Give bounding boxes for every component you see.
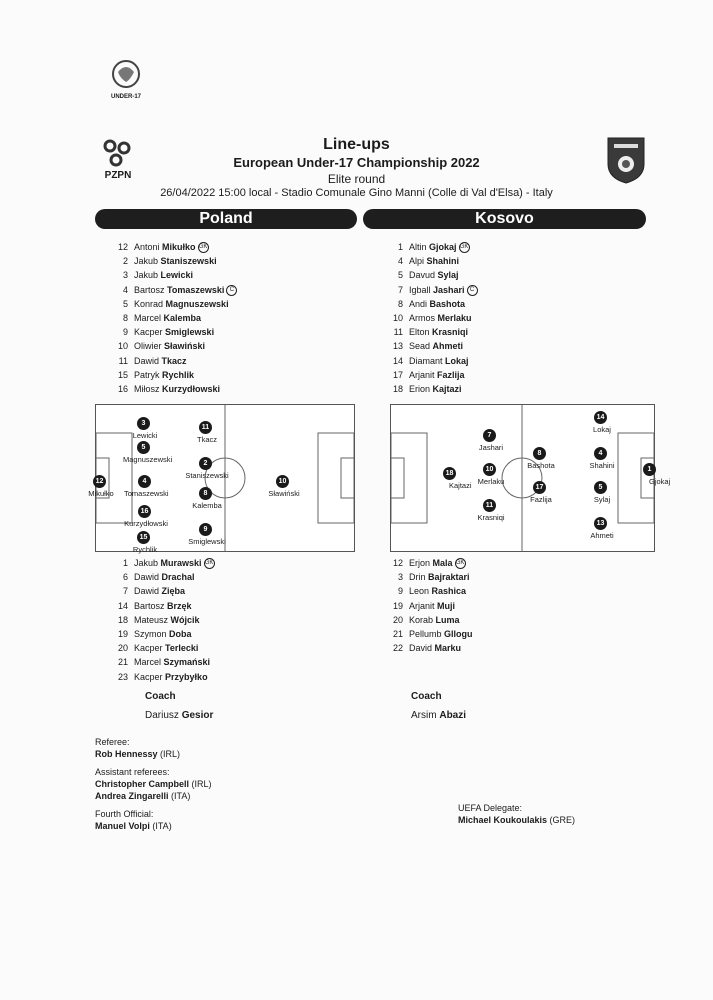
pitch-player-label: Shahini xyxy=(589,461,615,470)
player-last-name: Mala xyxy=(432,558,453,568)
player-name xyxy=(409,311,472,325)
player-number: 1 xyxy=(397,242,403,252)
player-number: 20 xyxy=(117,643,128,654)
home-sub-row xyxy=(100,613,330,627)
player-first-name: Davud xyxy=(409,270,436,281)
pitch-player-label: Jashari xyxy=(478,443,504,452)
referee-row xyxy=(95,748,395,760)
delegate-label: UEFA Delegate: xyxy=(458,803,523,813)
player-name xyxy=(134,311,201,325)
pitch-player-marker: 4 xyxy=(594,447,607,460)
player-first-name: Kacper xyxy=(134,671,163,682)
competition-name: European Under-17 Championship 2022 xyxy=(233,155,480,170)
pitch-player-label: Sławiński xyxy=(268,489,300,498)
player-last-name: Sławiński xyxy=(164,341,206,352)
assistant2-name: Andrea Zingarelli xyxy=(95,791,169,801)
player-number: 12 xyxy=(117,242,128,252)
player-first-name: Marcel xyxy=(134,657,162,668)
fourth-row xyxy=(95,820,395,832)
pitch-player-label: Lewicki xyxy=(132,431,158,440)
player-first-name: Igball xyxy=(409,284,431,295)
pitch-player-marker: 3 xyxy=(137,417,150,430)
player-last-name: Gjokaj xyxy=(429,242,457,252)
home-sub-row xyxy=(100,670,330,684)
player-last-name: Mikułko xyxy=(162,242,196,252)
player-last-name: Rychlik xyxy=(162,369,195,380)
player-last-name: Murawski xyxy=(160,558,202,568)
pzpn-text: PZPN xyxy=(104,170,132,181)
home-sub-row xyxy=(100,570,330,584)
player-last-name: Zięba xyxy=(161,586,186,597)
pitch-player-marker: 13 xyxy=(594,517,607,530)
pitch-player-marker: 11 xyxy=(199,421,212,434)
away-starters-list xyxy=(375,240,605,396)
pitch-player-marker: 9 xyxy=(199,523,212,536)
away-starter-row xyxy=(375,382,605,396)
home-starters-list xyxy=(100,240,330,396)
pitch-player-label: Sylaj xyxy=(593,495,611,504)
player-first-name: David xyxy=(409,643,433,654)
player-first-name: Erion xyxy=(409,383,431,394)
player-first-name: Elton xyxy=(409,327,430,338)
player-number: 20 xyxy=(392,614,403,625)
player-last-name: Luma xyxy=(435,614,460,625)
player-last-name: Magnuszewski xyxy=(165,298,229,309)
player-first-name: Diamant xyxy=(409,355,443,366)
player-first-name: Dawid xyxy=(134,355,160,366)
player-first-name: Erjon xyxy=(409,558,431,568)
player-first-name: Altin xyxy=(409,242,427,252)
pitch-player-marker: 10 xyxy=(276,475,289,488)
player-first-name: Korab xyxy=(409,614,434,625)
referee-country: (IRL) xyxy=(160,749,181,759)
player-name xyxy=(409,297,465,311)
player-first-name: Alpi xyxy=(409,256,425,267)
player-name xyxy=(409,339,463,353)
pitch-player-marker: 4 xyxy=(138,475,151,488)
player-first-name: Andi xyxy=(409,298,428,309)
player-first-name: Leon xyxy=(409,586,430,597)
player-last-name: Tomaszewski xyxy=(167,284,225,295)
away-sub-row xyxy=(375,556,605,570)
player-number: 12 xyxy=(392,558,403,568)
player-number: 5 xyxy=(122,298,128,309)
player-last-name: Bashota xyxy=(429,298,466,309)
player-last-name: Lokaj xyxy=(445,355,469,366)
pitch-player-label: Ahmeti xyxy=(590,531,614,540)
home-sub-row xyxy=(100,641,330,655)
player-name xyxy=(409,254,459,268)
assistant-label: Assistant referees: xyxy=(95,767,170,777)
away-sub-row xyxy=(375,641,605,655)
player-first-name: Marcel xyxy=(134,312,162,323)
delegate-row xyxy=(458,814,698,826)
player-number: 3 xyxy=(122,270,128,281)
away-sub-row xyxy=(375,627,605,641)
player-first-name: Drin xyxy=(409,572,426,583)
officials-block xyxy=(95,736,395,832)
player-last-name: Wójcik xyxy=(170,614,200,625)
home-sub-row xyxy=(100,556,330,570)
player-last-name: Fazlija xyxy=(437,369,465,380)
player-name xyxy=(409,641,461,655)
player-last-name: Krasniqi xyxy=(432,327,469,338)
home-formation-pitch xyxy=(88,404,355,554)
player-name xyxy=(409,584,466,598)
away-coach-first: Arsim xyxy=(411,710,437,721)
away-starter-row xyxy=(375,325,605,339)
referee-name: Rob Hennessy xyxy=(95,749,158,759)
player-first-name: Jakub xyxy=(134,558,159,568)
player-last-name: Smiglewski xyxy=(165,327,215,338)
player-number: 15 xyxy=(117,369,128,380)
player-name xyxy=(409,268,459,282)
player-name xyxy=(134,627,192,641)
pitch-player-marker: 16 xyxy=(138,505,151,518)
player-last-name: Kalemba xyxy=(163,312,202,323)
player-first-name: Dawid xyxy=(134,572,160,583)
player-number: 11 xyxy=(393,327,403,338)
player-first-name: Mateusz xyxy=(134,614,169,625)
player-first-name: Kacper xyxy=(134,327,163,338)
goalkeeper-badge: GK xyxy=(455,558,466,569)
player-name xyxy=(134,641,198,655)
away-formation-pitch xyxy=(390,404,671,552)
away-coach-last: Abazi xyxy=(439,710,467,721)
player-first-name: Patryk xyxy=(134,369,160,380)
player-number: 22 xyxy=(392,643,403,654)
pitch-player-label: Staniszewski xyxy=(185,471,229,480)
player-number: 14 xyxy=(117,600,128,611)
player-last-name: Ahmeti xyxy=(432,341,464,352)
goalkeeper-badge: GK xyxy=(198,242,209,253)
player-name xyxy=(134,339,205,353)
player-last-name: Doba xyxy=(169,628,192,639)
pitch-player-label: Bashota xyxy=(527,461,555,470)
player-name xyxy=(409,368,465,382)
player-last-name: Gllogu xyxy=(444,628,473,639)
player-first-name: Szymon xyxy=(134,628,167,639)
player-number: 21 xyxy=(117,657,128,668)
player-last-name: Sylaj xyxy=(437,270,459,281)
player-last-name: Drachal xyxy=(161,572,195,583)
pitch-player-marker: 12 xyxy=(93,475,106,488)
player-name xyxy=(134,382,220,396)
player-number: 21 xyxy=(392,628,403,639)
player-first-name: Bartosz xyxy=(134,284,165,295)
pitch-player-marker: 17 xyxy=(533,481,546,494)
player-name xyxy=(134,584,185,598)
player-name xyxy=(409,627,473,641)
player-last-name: Kajtazi xyxy=(432,383,462,394)
player-last-name: Terlecki xyxy=(165,643,199,654)
player-first-name: Dawid xyxy=(134,586,160,597)
player-last-name: Lewicki xyxy=(160,270,194,281)
player-number: 17 xyxy=(392,369,403,380)
delegate-name: Michael Koukoulakis xyxy=(458,815,548,825)
home-coach-label: Coach xyxy=(145,691,176,702)
player-first-name: Antoni xyxy=(134,242,160,252)
player-name xyxy=(134,368,194,382)
player-first-name: Konrad xyxy=(134,298,164,309)
player-first-name: Jakub xyxy=(134,270,159,281)
home-starter-row xyxy=(100,325,330,339)
home-starter-row xyxy=(100,240,330,254)
pitch-player-label: Krasniqi xyxy=(477,513,505,522)
player-number: 3 xyxy=(397,572,403,583)
pitch-player-label: Kurzydłowski xyxy=(124,519,168,528)
player-number: 7 xyxy=(122,586,128,597)
page-title: Line-ups xyxy=(323,136,390,153)
home-starter-row xyxy=(100,382,330,396)
player-name xyxy=(134,240,209,254)
pitch-player-label: Magnuszewski xyxy=(123,455,173,464)
player-first-name: Jakub xyxy=(134,256,159,267)
player-number: 13 xyxy=(392,341,403,352)
away-sub-row xyxy=(375,613,605,627)
player-name xyxy=(409,599,455,613)
away-coach-name xyxy=(411,710,466,721)
home-coach-first: Dariusz xyxy=(145,710,179,721)
player-name xyxy=(134,297,229,311)
pitch-player-marker: 10 xyxy=(483,463,496,476)
fourth-label: Fourth Official: xyxy=(95,809,154,819)
pitch-player-marker: 18 xyxy=(443,467,456,480)
home-starter-row xyxy=(100,283,330,297)
player-name xyxy=(134,325,214,339)
pitch-player-marker: 15 xyxy=(137,531,150,544)
away-starter-row xyxy=(375,297,605,311)
pitch-player-marker: 1 xyxy=(643,463,656,476)
away-coach-label: Coach xyxy=(411,691,442,702)
delegate-country: (GRE) xyxy=(549,815,576,825)
player-number: 19 xyxy=(392,600,403,611)
pitch-player-label: Gjokaj xyxy=(649,477,671,486)
away-starter-row xyxy=(375,368,605,382)
player-last-name: Rashica xyxy=(431,586,467,597)
player-name xyxy=(134,570,195,584)
fourth-country: (ITA) xyxy=(152,821,172,831)
home-starter-row xyxy=(100,354,330,368)
assistant2-country: (ITA) xyxy=(171,791,191,801)
player-name xyxy=(409,556,466,570)
home-sub-row xyxy=(100,627,330,641)
player-last-name: Kurzydłowski xyxy=(162,383,221,394)
away-starter-row xyxy=(375,339,605,353)
pitch-player-label: Tomaszewski xyxy=(124,489,169,498)
player-last-name: Bajraktari xyxy=(428,572,470,583)
player-name xyxy=(409,283,478,297)
player-name xyxy=(409,240,470,254)
pitch-player-label: Merlaku xyxy=(477,477,505,486)
player-number: 14 xyxy=(392,355,403,366)
pitch-player-marker: 7 xyxy=(483,429,496,442)
delegate-block xyxy=(458,802,698,826)
pitch-player-label: Mikułko xyxy=(88,489,114,498)
uefa-u17-logo xyxy=(104,56,148,112)
pitch-player-marker: 2 xyxy=(199,457,212,470)
pitch-player-marker: 8 xyxy=(533,447,546,460)
player-number: 6 xyxy=(122,572,128,583)
player-name xyxy=(134,254,217,268)
pitch-player-marker: 8 xyxy=(199,487,212,500)
pitch-player-label: Smiglewski xyxy=(188,537,226,546)
player-last-name: Muji xyxy=(437,600,456,611)
player-last-name: Przybyłko xyxy=(165,671,208,682)
away-starter-row xyxy=(375,268,605,282)
home-starter-row xyxy=(100,339,330,353)
away-sub-row xyxy=(375,584,605,598)
player-name xyxy=(409,382,462,396)
player-last-name: Marku xyxy=(434,643,462,654)
away-team-bar: Kosovo xyxy=(363,209,646,229)
home-starter-row xyxy=(100,368,330,382)
player-first-name: Kacper xyxy=(134,643,163,654)
player-first-name: Oliwier xyxy=(134,341,162,352)
player-name xyxy=(134,556,215,570)
pitch-player-label: Fazlija xyxy=(530,495,552,504)
player-first-name: Sead xyxy=(409,341,431,352)
pitch-player-marker: 5 xyxy=(137,441,150,454)
pitch-player-marker: 11 xyxy=(483,499,496,512)
pitch-player-label: Kalemba xyxy=(192,501,222,510)
home-coach-name xyxy=(145,710,213,721)
away-sub-row xyxy=(375,570,605,584)
player-last-name: Tkacz xyxy=(161,355,187,366)
home-team-bar: Poland xyxy=(95,209,357,229)
player-last-name: Brzęk xyxy=(167,600,192,611)
home-sub-row xyxy=(100,655,330,669)
away-starter-row xyxy=(375,254,605,268)
away-starter-row xyxy=(375,283,605,297)
pitch-player-label: Tkacz xyxy=(196,435,217,444)
home-starter-row xyxy=(100,268,330,282)
pitch-player-label: Kajtazi xyxy=(449,481,472,490)
away-sub-row xyxy=(375,599,605,613)
player-number: 10 xyxy=(117,341,128,352)
home-starter-row xyxy=(100,311,330,325)
player-number: 2 xyxy=(122,256,128,267)
player-first-name: Miłosz xyxy=(134,383,160,394)
home-starter-row xyxy=(100,254,330,268)
player-number: 4 xyxy=(397,256,403,267)
player-last-name: Jashari xyxy=(433,284,465,295)
player-name xyxy=(134,670,208,684)
away-starter-row xyxy=(375,311,605,325)
away-starter-row xyxy=(375,240,605,254)
player-name xyxy=(409,354,469,368)
player-name xyxy=(134,599,192,613)
player-last-name: Szymański xyxy=(163,657,211,668)
player-name xyxy=(134,283,237,297)
player-number: 8 xyxy=(122,312,128,323)
player-number: 10 xyxy=(392,312,403,323)
logo-text: UNDER-17 xyxy=(110,94,141,100)
fourth-name: Manuel Volpi xyxy=(95,821,150,831)
assistant1-name: Christopher Campbell xyxy=(95,779,190,789)
player-number: 11 xyxy=(118,355,128,366)
player-number: 16 xyxy=(117,383,128,394)
player-first-name: Bartosz xyxy=(134,600,165,611)
player-last-name: Staniszewski xyxy=(160,256,217,267)
player-first-name: Armos xyxy=(409,312,436,323)
round-name: Elite round xyxy=(327,172,386,186)
player-number: 18 xyxy=(117,614,128,625)
pitch-player-marker: 14 xyxy=(594,411,607,424)
player-number: 8 xyxy=(397,298,403,309)
player-first-name: Pellumb xyxy=(409,628,442,639)
pitch-player-marker: 5 xyxy=(594,481,607,494)
player-number: 7 xyxy=(397,284,403,295)
player-last-name: Shahini xyxy=(426,256,460,267)
player-number: 23 xyxy=(117,671,128,682)
home-sub-row xyxy=(100,584,330,598)
assistant1-row xyxy=(95,778,395,790)
pitch-player-label: Lokaj xyxy=(593,425,611,434)
player-name xyxy=(134,354,187,368)
goalkeeper-badge: GK xyxy=(459,242,470,253)
captain-badge: C xyxy=(467,285,478,296)
captain-badge: C xyxy=(226,285,237,296)
player-name xyxy=(134,613,200,627)
player-number: 19 xyxy=(117,628,128,639)
player-first-name: Arjanit xyxy=(409,600,435,611)
player-name xyxy=(409,325,468,339)
player-number: 5 xyxy=(397,270,403,281)
player-first-name: Arjanit xyxy=(409,369,435,380)
home-coach-last: Gesior xyxy=(181,710,214,721)
player-number: 9 xyxy=(397,586,403,597)
player-name xyxy=(409,570,470,584)
home-subs-list xyxy=(100,556,330,684)
player-number: 18 xyxy=(392,383,403,394)
assistant1-country: (IRL) xyxy=(191,779,212,789)
away-subs-list xyxy=(375,556,605,655)
away-starter-row xyxy=(375,354,605,368)
player-name xyxy=(409,613,460,627)
pitch-player-label: Rychlik xyxy=(132,545,158,554)
home-starter-row xyxy=(100,297,330,311)
player-name xyxy=(134,268,193,282)
player-name xyxy=(134,655,210,669)
player-last-name: Merlaku xyxy=(437,312,472,323)
referee-label: Referee: xyxy=(95,737,130,747)
player-number: 1 xyxy=(122,558,128,568)
home-sub-row xyxy=(100,599,330,613)
player-number: 9 xyxy=(122,327,128,338)
assistant2-row xyxy=(95,790,395,802)
goalkeeper-badge: GK xyxy=(204,558,215,569)
match-info: 26/04/2022 15:00 local - Stadio Comunale Gino Manni (Colle di Val d'Elsa) - Italy xyxy=(160,187,553,199)
player-number: 4 xyxy=(122,284,128,295)
